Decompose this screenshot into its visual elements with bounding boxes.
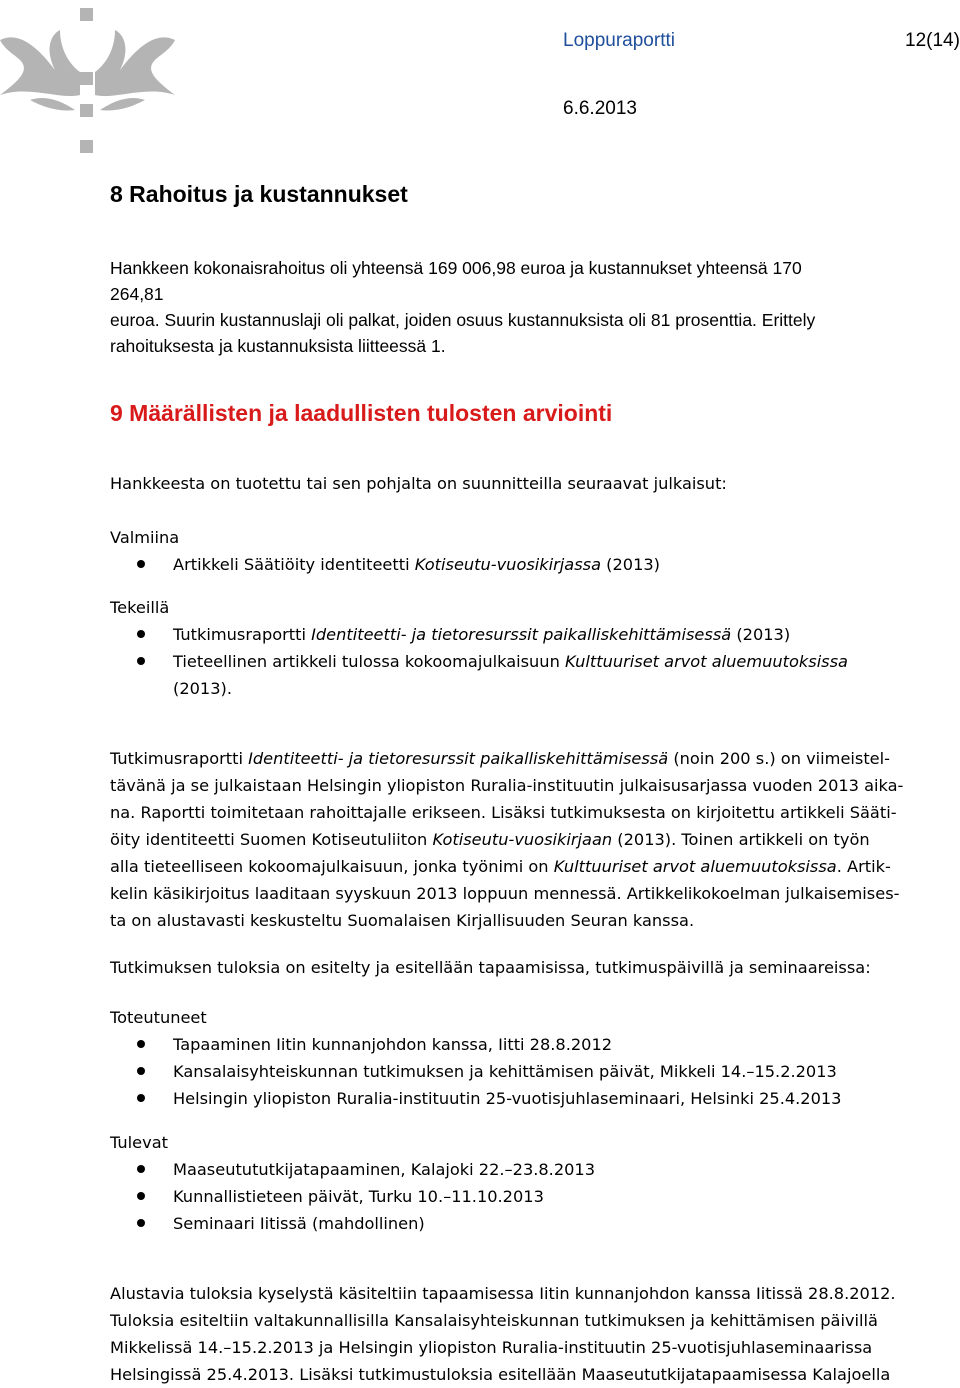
list-item: Tutkimusraportti Identiteetti- ja tietoresurssit paikalliskehittämisessä (2013) [130, 621, 850, 648]
list-item: Helsingin yliopiston Ruralia-instituutin 25-vuotisjuhlaseminaari, Helsinki 25.4.2013 [130, 1085, 850, 1112]
paragraph-line: ta on alustavasti keskusteltu Suomalaisen Kirjallisuuden Seuran kanssa. [110, 911, 695, 930]
bullet-icon [137, 1165, 145, 1173]
paragraph-line: öity identiteetti Suomen Kotiseutuliiton Kotiseutu-vuosikirjaan (2013). Toinen artikkeli on työn [110, 830, 870, 849]
paragraph-line: Hankkeen kokonaisrahoitus oli yhteensä 169 006,98 euroa ja kustannukset yhteensä 170 264,81 [110, 258, 802, 304]
publications-intro: Hankkeesta on tuotettu tai sen pohjalta on suunnitteilla seuraavat julkaisut: [110, 474, 727, 493]
bullet-icon [137, 657, 145, 665]
paragraph-line: Alustavia tuloksia kyselystä käsiteltiin tapaamisessa Iitin kunnanjohdon kanssa Iitissä 28.8.2012. [110, 1284, 896, 1303]
report-title: Loppuraportti [563, 30, 675, 51]
bullet-icon [137, 1192, 145, 1200]
paragraph-line: Tutkimusraportti Identiteetti- ja tietoresurssit paikalliskehittämisessä (noin 200 s.) on viimeistel- [110, 749, 890, 768]
list-item: Kansalaisyhteiskunnan tutkimuksen ja kehittämisen päivät, Mikkeli 14.–15.2.2013 [130, 1058, 850, 1085]
tekeilla-list [130, 621, 850, 702]
page-number: 12(14) [905, 30, 960, 51]
valmiina-label: Valmiina [110, 528, 180, 547]
paragraph-line: Mikkelissä 14.–15.2.2013 ja Helsingin yliopiston Ruralia-instituutin 25-vuotisjuhlaseminaarissa [110, 1338, 873, 1357]
section-9-heading: 9 Määrällisten ja laadullisten tulosten arviointi [110, 400, 613, 426]
toteutuneet-label: Toteutuneet [110, 1008, 207, 1027]
bullet-icon [137, 630, 145, 638]
list-item: Seminaari Iitissä (mahdollinen) [130, 1210, 850, 1237]
toteutuneet-list [130, 1031, 850, 1112]
paragraph-line: na. Raportti toimitetaan rahoittajalle erikseen. Lisäksi tutkimuksesta on kirjoitettu artikkeli Sääti- [110, 803, 897, 822]
paragraph-line: Tuloksia esiteltiin valtakunnallisilla Kansalaisyhteiskunnan tutkimuksen ja kehittämisen päivillä [110, 1311, 878, 1330]
list-item: Tapaaminen Iitin kunnanjohdon kanssa, Iitti 28.8.2012 [130, 1031, 850, 1058]
tekeilla-label: Tekeillä [110, 598, 170, 617]
report-date: 6.6.2013 [563, 98, 637, 119]
bullet-icon [137, 1040, 145, 1048]
paragraph-line: alla tieteelliseen kokoomajulkaisuun, jonka työnimi on Kulttuuriset arvot aluemuutoksissa. Artik- [110, 857, 891, 876]
paragraph-line: tävänä ja se julkaistaan Helsingin yliopiston Ruralia-instituutin julkaisusarjassa vuoden 2013 aika- [110, 776, 904, 795]
paragraph-line: kelin käsikirjoitus laaditaan syyskuun 2013 loppuun mennessä. Artikkelikokoelman julkaisemises- [110, 884, 900, 903]
paragraph-line: euroa. Suurin kustannuslaji oli palkat, joiden osuus kustannuksista oli 81 prosenttia. Erittely [110, 310, 816, 330]
report-description-paragraph [110, 745, 955, 934]
valmiina-list [130, 551, 850, 578]
list-item: Tieteellinen artikkeli tulossa kokoomajulkaisuun Kulttuuriset arvot aluemuutoksissa (2013). [130, 648, 850, 702]
tulevat-list [130, 1156, 850, 1237]
list-item: Artikkeli Säätiöity identiteetti Kotiseutu-vuosikirjassa (2013) [130, 551, 850, 578]
paragraph-line: rahoituksesta ja kustannuksista liitteessä 1. [110, 336, 446, 356]
section-8-heading: 8 Rahoitus ja kustannukset [110, 181, 408, 207]
bullet-icon [137, 1067, 145, 1075]
list-item: Kunnallistieteen päivät, Turku 10.–11.10.2013 [130, 1183, 850, 1210]
closing-paragraph [110, 1280, 955, 1388]
list-item: Maaseutututkijatapaaminen, Kalajoki 22.–23.8.2013 [130, 1156, 850, 1183]
university-flame-logo [0, 0, 175, 160]
paragraph-line: Helsingissä 25.4.2013. Lisäksi tutkimustuloksia esitellään Maaseututkijatapaamisessa Kalajoella [110, 1365, 891, 1384]
bullet-icon [137, 1094, 145, 1102]
bullet-icon [137, 560, 145, 568]
results-intro: Tutkimuksen tuloksia on esitelty ja esitellään tapaamisissa, tutkimuspäivillä ja seminaareissa: [110, 958, 871, 977]
tulevat-label: Tulevat [110, 1133, 168, 1152]
section-8-paragraph [110, 255, 850, 359]
bullet-icon [137, 1219, 145, 1227]
